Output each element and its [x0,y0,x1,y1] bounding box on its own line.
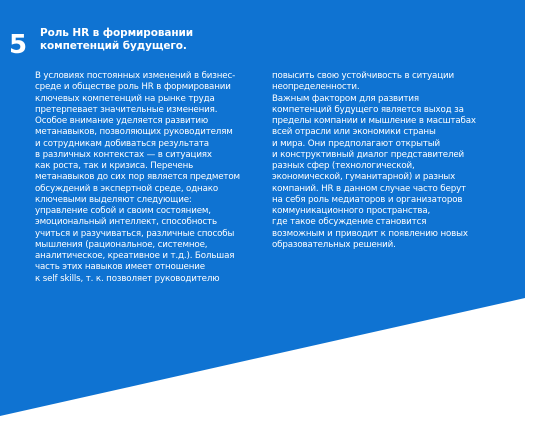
text-line: неопределенности. [272,82,360,93]
text-line: учиться и разучиваться, различные способы [35,228,235,239]
text-line: Важным фактором для развития [272,93,419,104]
text-line: среде и обществе роль HR в формировании [35,82,231,93]
text-line: возможным и приводит к появлению новых [272,228,468,239]
section-number: 5 [9,30,28,60]
text-line: коммуникационного пространства, [272,206,431,216]
text-line: пределы компании и мышление в масштабах [272,116,476,126]
text-line: компаний. HR в данном случае часто берут [272,183,466,194]
text-line: в различных контекстах — в ситуациях [35,149,212,160]
text-line: к self skills, т. к. позволяет руководителю [35,273,220,284]
text-line: как роста, так и кризиса. Перечень [35,161,194,171]
text-line: В условиях постоянных изменений в бизнес- [35,71,236,81]
text-line: образовательных решений. [272,239,396,250]
text-line: ключевых компетенций на рынке труда [35,93,215,104]
text-column-left [35,71,267,285]
text-line: аналитическое, креативное и т.д.). Большая [35,251,235,261]
text-line: эмоциональный интеллект, способность [35,217,217,228]
text-line: на себя роль медиаторов и организаторов [272,194,463,205]
text-line: управление собой и своим состоянием, [35,206,211,216]
section-title-line: компетенций будущего. [40,40,187,52]
text-line: метанавыков до сих пор является предметом [35,172,240,183]
text-line: и мира. Они предполагают открытый [272,138,440,149]
text-line: обсуждений в экспертной среде, однако [35,183,219,194]
text-line: и конструктивный диалог представителей [272,149,465,160]
text-line: Особое внимание уделяется развитию [35,116,209,126]
text-line: мышления (рациональное, системное, [35,239,208,250]
text-line: экономической, гуманитарной) и разных [272,172,456,183]
text-line: ключевыми выделяют следующие: [35,194,192,205]
text-line: повысить свою устойчивость в ситуации [272,71,454,81]
text-line: компетенций будущего является выход за [272,104,464,115]
text-line: разных сфер (технологической, [272,161,415,171]
text-line: и сотрудникам добиваться результата [35,138,209,149]
text-line: часть этих навыков имеет отношение [35,262,205,273]
text-line: претерпевает значительные изменения. [35,104,218,115]
text-column-right [272,71,522,251]
text-line: метанавыков, позволяющих руководителям [35,127,233,138]
text-line: всей отрасли или экономики страны [272,127,436,138]
section-title [40,27,280,53]
text-line: где такое обсуждение становится [272,217,427,228]
section-title-line: Роль HR в формировании [40,27,194,39]
